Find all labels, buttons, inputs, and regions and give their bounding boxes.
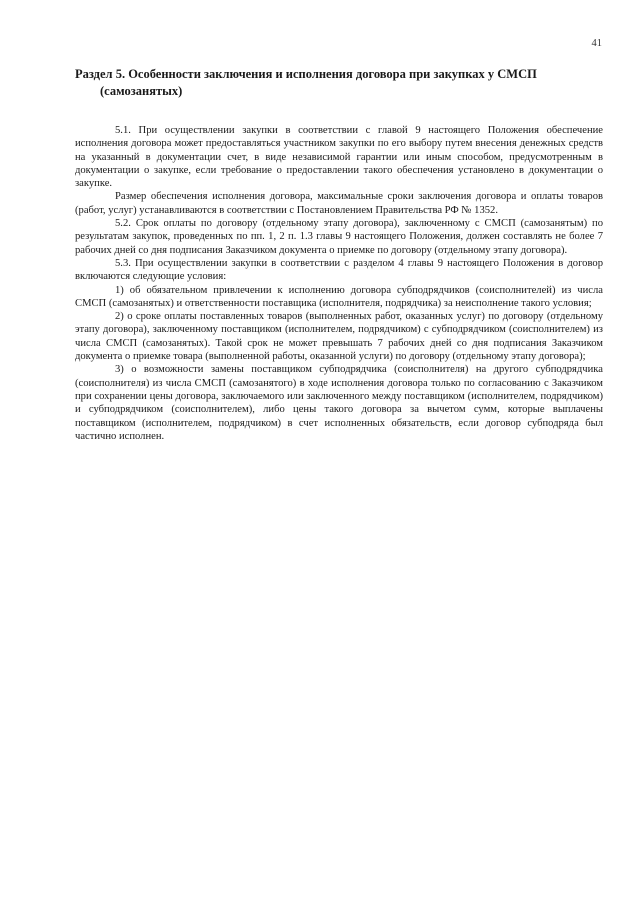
section-title xyxy=(75,66,603,100)
paragraph-5-3: 5.3. При осуществлении закупки в соответствии с разделом 4 главы 9 настоящего Положения в договор включаются следующие условия: xyxy=(75,257,603,283)
paragraph-security-size: Размер обеспечения исполнения договора, максимальные сроки заключения договора и оплаты товаров (работ, услуг) устанавливаются в соответствии с Постановлением Правительства РФ № 1352. xyxy=(75,191,603,216)
paragraph-5-1: 5.1. При осуществлении закупки в соответствии с главой 9 настоящего Положения обеспечение исполнения договора может предоставляться участником закупки по его выбору путем внесения денежных средств на указанный в документации счет, в виде независимой гарантии или иным способом, предусмотренным в документации о закупке, если требование о предоставлении такого обеспечения установлено в документации о закупке. xyxy=(75,125,603,190)
list-item-condition-2: 2) о сроке оплаты поставленных товаров (выполненных работ, оказанных услуг) по договору (отдельному этапу договора), заключенному поставщиком (исполнителем, подрядчиком) с субподрядчиком (соисполнителем) из числа СМСП (самозанятых). Такой срок не может превышать 7 рабочих дней со дня подписания Заказчиком документа о приемке товара (выполненной работы, оказанной услуги) по договору (отдельному этапу договора); xyxy=(75,311,603,363)
list-item-condition-3: 3) о возможности замены поставщиком субподрядчика (соисполнителя) на другого субподрядчика (соисполнителя) из числа СМСП (самозанятого) в ходе исполнения договора только по согласованию с Заказчиком при сохранении цены договора, заключаемого или заключенного между поставщиком (исполнителем, подрядчиком) и субподрядчиком (соисполнителем), либо цены такого договора за вычетом сумм, которые выплачены поставщиком (исполнителем, подрядчиком) в счет исполненных обязательств, если договор субподряда был частично исполнен. xyxy=(75,364,603,442)
list-item-condition-1: 1) об обязательном привлечении к исполнению договора субподрядчиков (соисполнителей) из числа СМСП (самозанятых) и ответственности поставщика (исполнителя, подрядчика) за неисполнение такого условия; xyxy=(75,284,603,309)
paragraph-5-2: 5.2. Срок оплаты по договору (отдельному этапу договора), заключенному с СМСП (самозанятым) по результатам закупок, проведенных по пп. 1, 2 п. 1.3 главы 9 настоящего Положения, должен составлять не более 7 рабочих дней со дня подписания Заказчиком документа о приемке по договору (отдельному этапу договора). xyxy=(75,218,603,256)
section-title-line-2: (самозанятых) xyxy=(100,84,183,98)
page-number: 41 xyxy=(591,38,602,49)
document-body xyxy=(75,66,603,443)
section-text xyxy=(75,124,603,443)
section-title-line-1: Раздел 5. Особенности заключения и исполнения договора при закупках у СМСП xyxy=(75,67,537,81)
